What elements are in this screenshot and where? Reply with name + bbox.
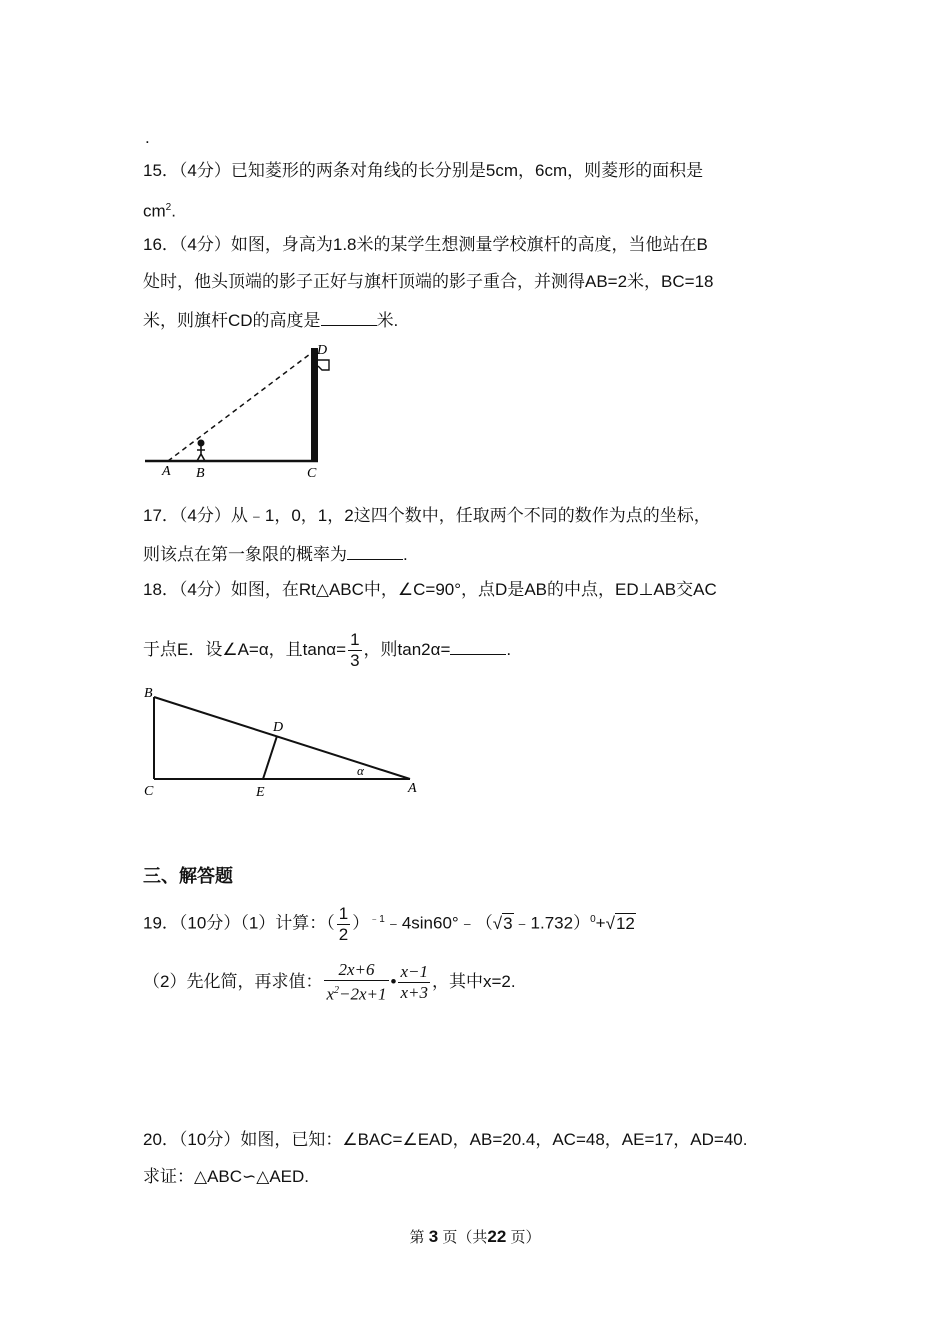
student-body xyxy=(197,446,205,461)
q17-text2a: 则该点在第一象限的概率为 xyxy=(143,545,347,564)
half-fraction xyxy=(337,904,350,945)
answer-blank xyxy=(347,543,403,560)
q16-line2: 处时，他头顶端的影子正好与旗杆顶端的影子重合，并测得AB=2米，BC=18 xyxy=(143,272,714,291)
q18-text1: 如图，在Rt△ABC中，∠C=90°，点D是AB的中点，ED⊥AB交AC xyxy=(230,580,717,599)
expr-fraction-1 xyxy=(324,960,388,1005)
label-C: C xyxy=(307,466,317,481)
q17-label: 17．（4分） xyxy=(143,506,231,525)
q16-label: 16．（4分） xyxy=(143,235,231,254)
q19-mid2: ﹣4sin60°﹣（ xyxy=(384,913,493,933)
q19-part2-prefix: （2）先化简，再求值： xyxy=(143,972,323,991)
page-number: 3 xyxy=(428,1227,439,1246)
flag-icon xyxy=(318,360,329,370)
label-alpha: α xyxy=(357,763,364,778)
answer-blank xyxy=(450,638,506,655)
q19-label: 19．（10分） xyxy=(143,913,241,933)
answer-blank xyxy=(321,309,377,326)
q20-line1 xyxy=(143,1129,747,1151)
q19-mid3: ﹣1.732） xyxy=(513,913,591,933)
q19-mid1: ） xyxy=(352,913,370,933)
sight-line xyxy=(168,348,318,461)
q17-line1 xyxy=(143,505,711,527)
q20-label: 20．（10分） xyxy=(143,1130,241,1149)
expr-fraction-2 xyxy=(398,962,430,1003)
label-D: D xyxy=(317,343,328,358)
tan-fraction xyxy=(348,630,361,671)
label-B: B xyxy=(144,686,153,701)
exp-neg1: ﹣1 xyxy=(369,914,385,925)
label-C: C xyxy=(144,784,154,799)
q18-text2a: 于点E．设∠A=α，且tanα= xyxy=(143,640,347,659)
q17-line2 xyxy=(143,543,408,566)
q15-line1 xyxy=(143,160,703,182)
frac-denominator: 2 xyxy=(338,924,349,944)
q15-text: 已知菱形的两条对角线的长分别是5cm，6cm，则菱形的面积是 xyxy=(230,161,704,180)
frac-numerator: 2x+6 xyxy=(324,960,388,981)
sqrt-3: √3 xyxy=(492,913,513,933)
label-E: E xyxy=(256,785,265,800)
side-AB xyxy=(154,697,410,779)
label-A: A xyxy=(408,781,417,796)
q16-line3 xyxy=(143,309,398,332)
q19-line2 xyxy=(143,958,516,1006)
frac-numerator: 1 xyxy=(350,630,360,650)
label-B: B xyxy=(196,466,205,481)
q20-text1: 如图，已知：∠BAC=∠EAD，AB=20.4，AC=48，AE=17，AD=40. xyxy=(240,1130,748,1149)
q18-text2c: . xyxy=(506,640,512,659)
q18-line1 xyxy=(143,579,717,601)
sqrt-12: √12 xyxy=(605,913,635,933)
flagpole-figure xyxy=(140,340,340,485)
multiply-dot: • xyxy=(390,972,397,991)
plus-sign: + xyxy=(595,913,606,933)
frac-denominator: $x^2-2x+1$ xyxy=(326,984,387,1004)
section-title: 三、解答题 xyxy=(143,866,233,886)
exp-zero: 0 xyxy=(590,914,596,925)
q19-line1 xyxy=(143,898,636,946)
q16-text3a: 米，则旗杆CD的高度是 xyxy=(143,311,321,330)
q17-text2b: . xyxy=(403,545,408,564)
q15-unit-exp: 2 xyxy=(165,202,172,213)
q16-text3b: 米. xyxy=(376,311,399,330)
page-footer: 第 3 页（共22 页） xyxy=(409,1227,541,1246)
frac-numerator: 1 xyxy=(338,903,349,923)
q15-line2 xyxy=(143,197,176,223)
triangle-figure xyxy=(140,682,430,802)
q17-text1: 从﹣1，0，1，2这四个数中，任取两个不同的数作为点的坐标， xyxy=(230,506,711,525)
q18-text2b: ，则tan2α= xyxy=(363,640,451,659)
q15-label: 15．（4分） xyxy=(143,161,231,180)
q16-text1: 如图，身高为1.8米的某学生想测量学校旗杆的高度，当他站在B xyxy=(230,235,708,254)
frac-numerator: x−1 xyxy=(400,962,428,982)
frac-denominator: x+3 xyxy=(400,983,428,1003)
q18-line2 xyxy=(143,628,511,672)
fragment-dot: . xyxy=(145,128,150,147)
q20-line2: 求证：△ABC∽△AED. xyxy=(143,1167,310,1186)
q18-label: 18．（4分） xyxy=(143,580,231,599)
q15-unit: cm xyxy=(143,201,166,221)
label-A: A xyxy=(162,464,171,479)
label-D: D xyxy=(273,720,284,735)
q16-line1 xyxy=(143,234,708,256)
q19-part2-suffix: ，其中x=2. xyxy=(432,972,516,991)
q15-tail: . xyxy=(171,201,176,221)
student-head xyxy=(198,440,205,447)
flagpole xyxy=(311,348,318,461)
q19-part1-prefix: （1）计算：（ xyxy=(240,913,335,933)
total-pages: 22 xyxy=(487,1227,507,1246)
segment-DE xyxy=(263,736,277,779)
frac-denominator: 3 xyxy=(350,651,360,671)
